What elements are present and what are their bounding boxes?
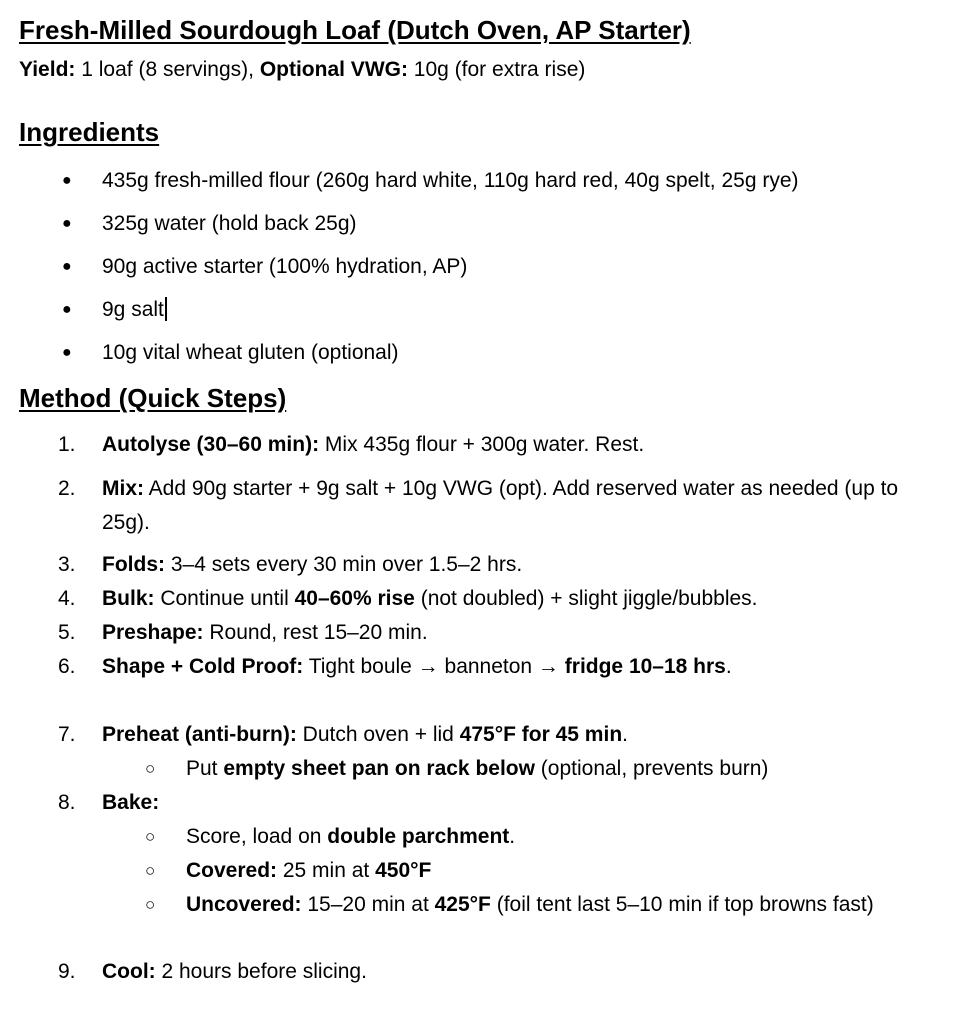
substep-emphasis: 450°F xyxy=(375,859,432,882)
ingredient-text-with-caret[interactable] xyxy=(102,297,167,323)
step-label: Bake: xyxy=(102,791,160,814)
text-cursor xyxy=(165,297,167,321)
substep-text: Score, load on xyxy=(186,825,328,848)
step-number: 7. xyxy=(58,723,76,746)
substep-label: Uncovered: xyxy=(186,893,302,916)
step-label: Preshape: xyxy=(102,621,204,644)
bullet-icon: ● xyxy=(62,258,72,275)
substep-label: Covered: xyxy=(186,859,278,882)
step-number: 5. xyxy=(58,621,76,644)
step-text: 3–4 sets every 30 min over 1.5–2 hrs. xyxy=(165,553,523,576)
hollow-bullet-icon: ○ xyxy=(145,861,156,880)
step-label: Mix: xyxy=(102,477,144,500)
substep-emphasis: 425°F xyxy=(434,893,491,916)
substep-text: 25 min at xyxy=(277,859,376,882)
substep-text: Put xyxy=(186,757,224,780)
step-text: Tight boule → banneton → xyxy=(303,655,565,678)
yield-label: Yield: xyxy=(19,58,76,81)
step-text: Add 90g starter + 9g salt + 10g VWG (opt). Add reserved water as needed (up to 25g). xyxy=(102,477,899,534)
ingredient-text: 435g fresh-milled flour (260g hard white, 110g hard red, 40g spelt, 25g rye) xyxy=(102,169,799,192)
recipe-title: Fresh-Milled Sourdough Loaf (Dutch Oven, AP Starter) xyxy=(19,15,691,45)
step-text: . xyxy=(622,723,628,746)
hollow-bullet-icon: ○ xyxy=(145,895,156,914)
substep-text: (optional, prevents burn) xyxy=(534,757,769,780)
bullet-icon: ● xyxy=(62,215,72,232)
bullet-icon: ● xyxy=(62,172,72,189)
step-label: Cool: xyxy=(102,960,156,983)
ingredient-text: 10g vital wheat gluten (optional) xyxy=(102,341,399,364)
step-text: (not doubled) + slight jiggle/bubbles. xyxy=(414,587,758,610)
step-text: . xyxy=(725,655,732,678)
step-text: 2 hours before slicing. xyxy=(155,960,367,983)
bullet-icon: ● xyxy=(62,301,72,318)
step-label: Shape + Cold Proof: xyxy=(102,655,304,678)
step-label: Bulk: xyxy=(102,587,155,610)
step-emphasis: 40–60% rise xyxy=(294,587,415,610)
step-emphasis: 475°F for 45 min xyxy=(459,723,623,746)
step-number: 2. xyxy=(58,477,76,500)
step-text: Dutch oven + lid xyxy=(296,723,460,746)
step-emphasis: fridge 10–18 hrs xyxy=(564,655,726,678)
hollow-bullet-icon: ○ xyxy=(145,759,156,778)
step-number: 4. xyxy=(58,587,76,610)
substep-text: . xyxy=(509,825,516,848)
hollow-bullet-icon: ○ xyxy=(145,827,156,846)
step-label: Preheat (anti-burn): xyxy=(102,723,297,746)
ingredients-heading: Ingredients xyxy=(19,117,160,147)
step-text: Mix 435g flour + 300g water. Rest. xyxy=(319,433,645,456)
method-heading: Method (Quick Steps) xyxy=(19,383,287,413)
step-number: 1. xyxy=(58,433,76,456)
ingredient-text: 325g water (hold back 25g) xyxy=(102,212,357,235)
step-text: Continue until xyxy=(154,587,295,610)
vwg-value: 10g (for extra rise) xyxy=(407,58,586,81)
substep-emphasis: double parchment xyxy=(327,825,510,848)
step-number: 8. xyxy=(58,791,76,814)
yield-value: 1 loaf (8 servings), xyxy=(75,58,260,81)
yield-line xyxy=(19,57,585,83)
vwg-label: Optional VWG: xyxy=(259,58,408,81)
step-label: Folds: xyxy=(102,553,165,576)
substep-text: (foil tent last 5–10 min if top browns fast) xyxy=(490,893,874,916)
step-text: Round, rest 15–20 min. xyxy=(203,621,428,644)
ingredient-text: 9g salt xyxy=(102,298,164,321)
step-number: 9. xyxy=(58,960,76,983)
substep-text: 15–20 min at xyxy=(301,893,435,916)
substep-emphasis: empty sheet pan on rack below xyxy=(223,757,535,780)
step-number: 3. xyxy=(58,553,76,576)
step-number: 6. xyxy=(58,655,76,678)
step-label: Autolyse (30–60 min): xyxy=(102,433,320,456)
bullet-icon: ● xyxy=(62,344,72,361)
ingredient-text: 90g active starter (100% hydration, AP) xyxy=(102,255,468,278)
